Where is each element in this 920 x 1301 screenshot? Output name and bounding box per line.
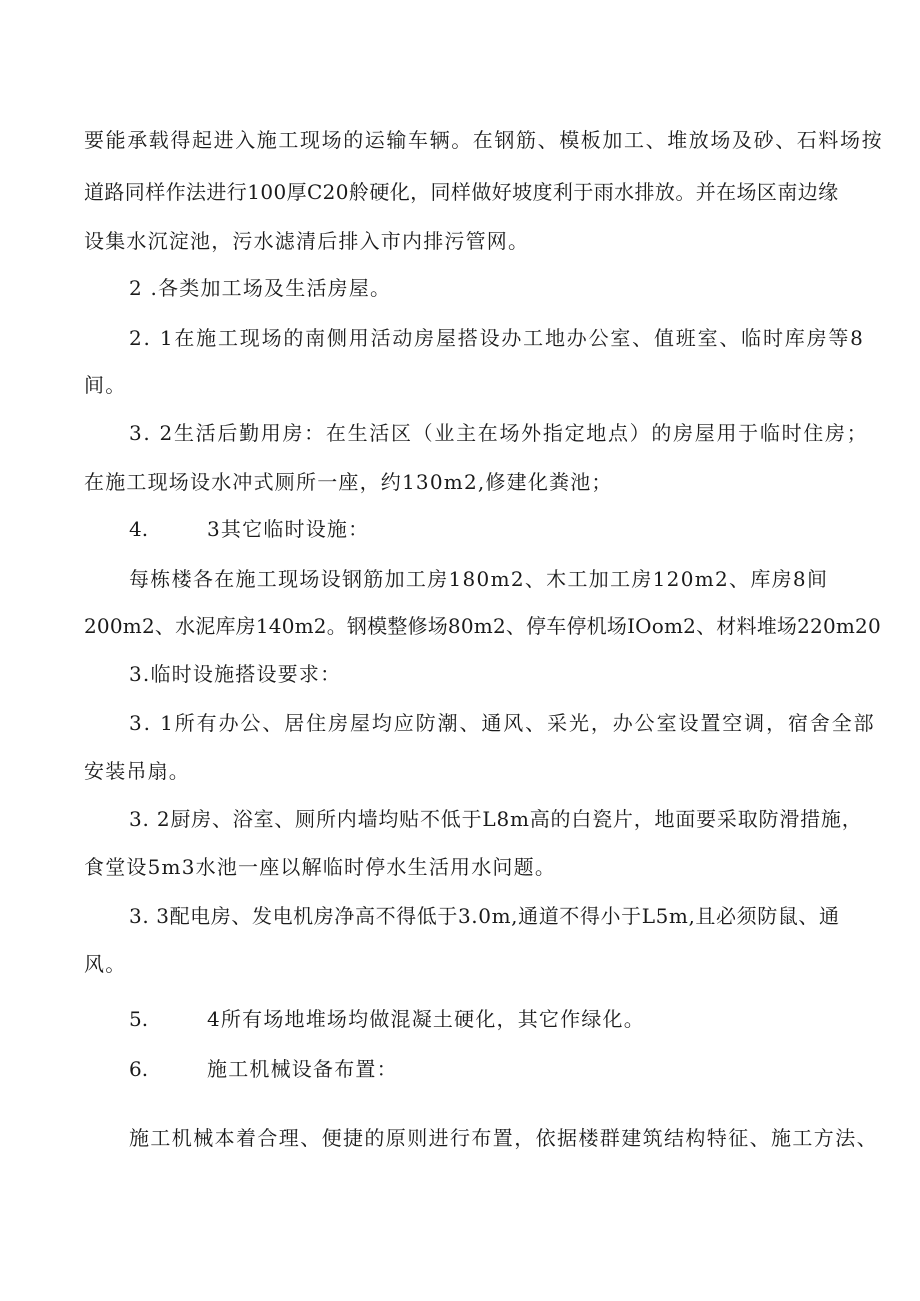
list-item-4-text: 3其它临时设施：: [207, 517, 370, 541]
list-number-6: 6.: [129, 1057, 149, 1081]
list-item-6-text: 施工机械设备布置：: [207, 1057, 398, 1081]
paragraph-1-line-2: 道路同样作法进行100厚C20舲硬化，同样做好坡度利于雨水排放。并在场区南边缘: [84, 180, 839, 204]
paragraph-3-2a-line-1: 3. 2生活后勤用房：在生活区（业主在场外指定地点）的房屋用于临时住房；: [129, 421, 869, 445]
paragraph-3-1-line-1: 3. 1所有办公、居住房屋均应防潮、通风、采光，办公室设置空调，宿舍全部: [129, 711, 876, 735]
paragraph-2-1-line-1: 2. 1在施工现场的南侧用活动房屋搭设办工地办公室、值班室、临时库房等8: [129, 326, 865, 350]
list-number-5: 5.: [129, 1007, 149, 1031]
section-heading-2: 2 .各类加工场及生活房屋。: [129, 276, 392, 300]
section-heading-3: 3.临时设施搭设要求：: [129, 662, 342, 686]
paragraph-3-3-line-2: 风。: [84, 952, 127, 976]
paragraph-2-1-line-2: 间。: [84, 373, 127, 397]
paragraph-3-3-line-1: 3. 3配电房、发电机房净高不得低于3.0m,通道不得小于L5m,且必须防鼠、通: [129, 904, 840, 928]
paragraph-1-line-1: 要能承载得起进入施工现场的运输车辆。在钢筋、模板加工、堆放场及砂、石料场按: [84, 128, 884, 152]
list-number-4: 4.: [129, 517, 149, 541]
paragraph-3-1-line-2: 安装吊扇。: [84, 759, 190, 783]
paragraph-buildings-line-1: 每栋楼各在施工现场设钢筋加工房180m2、木工加工房120m2、库房8间: [129, 567, 829, 591]
paragraph-3-2a-line-2: 在施工现场设水冲式厕所一座，约130m2,修建化粪池；: [84, 470, 613, 494]
paragraph-machinery-line-1: 施工机械本着合理、便捷的原则进行布置，依据楼群建筑结构特征、施工方法、: [129, 1126, 878, 1150]
paragraph-3-2b-line-2: 食堂设5m3水池一座以解临时停水生活用水问题。: [84, 855, 557, 879]
paragraph-1-line-3: 设集水沉淀池，污水滤清后排入市内排污管网。: [84, 229, 530, 253]
list-item-5-text: 4所有场地堆场均做混凝土硬化，其它作绿化。: [207, 1007, 645, 1031]
paragraph-3-2b-line-1: 3. 2厨房、浴室、厕所内墙均贴不低于L8m高的白瓷片，地面要采取防滑措施，: [129, 807, 863, 831]
paragraph-buildings-line-2: 200m2、水泥库房140m2。钢模整修场80m2、停车停机场IOom2、材料堆场220m20: [84, 614, 881, 638]
